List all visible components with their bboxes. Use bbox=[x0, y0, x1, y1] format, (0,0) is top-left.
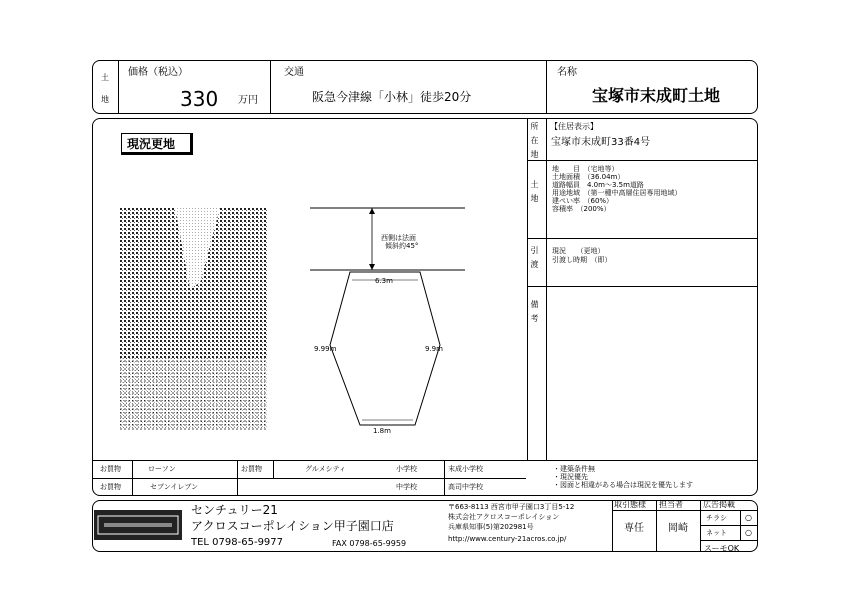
slope-text-1: 西側は法面 bbox=[381, 234, 416, 242]
company-name-1: センチュリー21 bbox=[191, 503, 278, 517]
agent-value: 専任 bbox=[624, 523, 644, 534]
name-label: 名称 bbox=[557, 67, 577, 78]
address-side-label: 所在地 bbox=[530, 122, 539, 164]
current-status-label: 現況更地 bbox=[121, 133, 193, 155]
shop-3: セブンイレブン bbox=[150, 483, 199, 491]
site-photo bbox=[120, 208, 267, 430]
notes-line-3: ・図面と相違がある場合は現況を優先します bbox=[553, 481, 693, 489]
notes-side-label: 備考 bbox=[530, 300, 539, 328]
shop-label-3: お買物 bbox=[100, 483, 121, 491]
price-unit: 万円 bbox=[238, 95, 258, 106]
price-label: 価格（税込） bbox=[128, 67, 188, 78]
land-side-label: 土地 bbox=[530, 180, 539, 208]
delivery-side-label: 引渡 bbox=[530, 246, 539, 274]
land-line-2: 土地面積 （36.04m） bbox=[552, 173, 625, 181]
ad-mark-1: ○ bbox=[745, 513, 752, 522]
notes-line-2: ・現況優先 bbox=[553, 473, 588, 481]
agent-header: 取引態様 bbox=[614, 500, 646, 509]
land-line-6: 容積率 （200%） bbox=[552, 205, 611, 213]
junior-value: 高司中学校 bbox=[448, 483, 483, 491]
bottom-width-label: 1.8m bbox=[373, 427, 391, 435]
right-length-label: 9.9m bbox=[425, 345, 443, 353]
company-name-2: アクロスコーポレイション甲子園口店 bbox=[191, 519, 394, 533]
company-address: 〒663-8113 西宮市甲子園口3丁目5-12 bbox=[448, 503, 575, 511]
ad-row-1: チラシ bbox=[706, 514, 727, 522]
suumo-label: スーモOK bbox=[704, 544, 740, 553]
person-value: 岡崎 bbox=[668, 523, 688, 534]
elementary-value: 末成小学校 bbox=[448, 465, 483, 473]
header-side-label-1: 土 bbox=[101, 73, 109, 82]
price-value: 330 bbox=[180, 87, 219, 111]
address-value: 宝塚市末成町33番4号 bbox=[551, 137, 651, 148]
junior-label: 中学校 bbox=[396, 483, 417, 491]
company-logo-graphic bbox=[94, 510, 182, 540]
address-label: 【住居表示】 bbox=[550, 122, 598, 131]
land-line-1: 地 目 （宅地等） bbox=[552, 165, 619, 173]
company-corp: 株式会社アクロスコーポレイション bbox=[448, 513, 560, 521]
shop-2: グルメシティ bbox=[305, 465, 347, 473]
ad-header: 広告掲載 bbox=[703, 500, 735, 509]
delivery-line-2: 引渡し時期 （即） bbox=[552, 256, 612, 264]
elementary-label: 小学校 bbox=[396, 465, 417, 473]
company-fax: FAX 0798-65-9959 bbox=[332, 539, 407, 548]
company-tel: TEL 0798-65-9977 bbox=[191, 537, 284, 548]
land-line-3: 道路幅員 4.0m～3.5m道路 bbox=[552, 181, 644, 189]
site-photo-graphic bbox=[120, 208, 267, 430]
land-line-4: 用途地域 （第一種中高層住居専用地域） bbox=[552, 189, 682, 197]
left-length-label: 9.99m bbox=[314, 345, 337, 353]
top-width-label: 6.3m bbox=[375, 277, 393, 285]
notes-line-1: ・建築条件無 bbox=[553, 465, 595, 473]
delivery-line-1: 現況 （更地） bbox=[552, 247, 605, 255]
shop-label-2: お買物 bbox=[241, 465, 262, 473]
land-line-5: 建ぺい率 （60%） bbox=[552, 197, 614, 205]
property-name: 宝塚市末成町土地 bbox=[592, 86, 721, 105]
header-side-label-2: 地 bbox=[101, 95, 109, 104]
company-logo bbox=[94, 510, 182, 540]
shop-label-1: お買物 bbox=[100, 465, 121, 473]
person-header: 担当者 bbox=[659, 500, 683, 509]
access-value: 阪急今津線「小林」徒歩20分 bbox=[312, 90, 472, 104]
company-url: http://www.century-21acros.co.jp/ bbox=[448, 535, 567, 543]
shop-1: ローソン bbox=[148, 465, 176, 473]
company-license: 兵庫県知事(5)第202981号 bbox=[448, 523, 534, 531]
ad-row-2: ネット bbox=[706, 529, 727, 537]
access-label: 交通 bbox=[284, 67, 304, 78]
slope-text-2: 傾斜約45° bbox=[385, 242, 419, 250]
ad-mark-2: ○ bbox=[745, 528, 752, 537]
